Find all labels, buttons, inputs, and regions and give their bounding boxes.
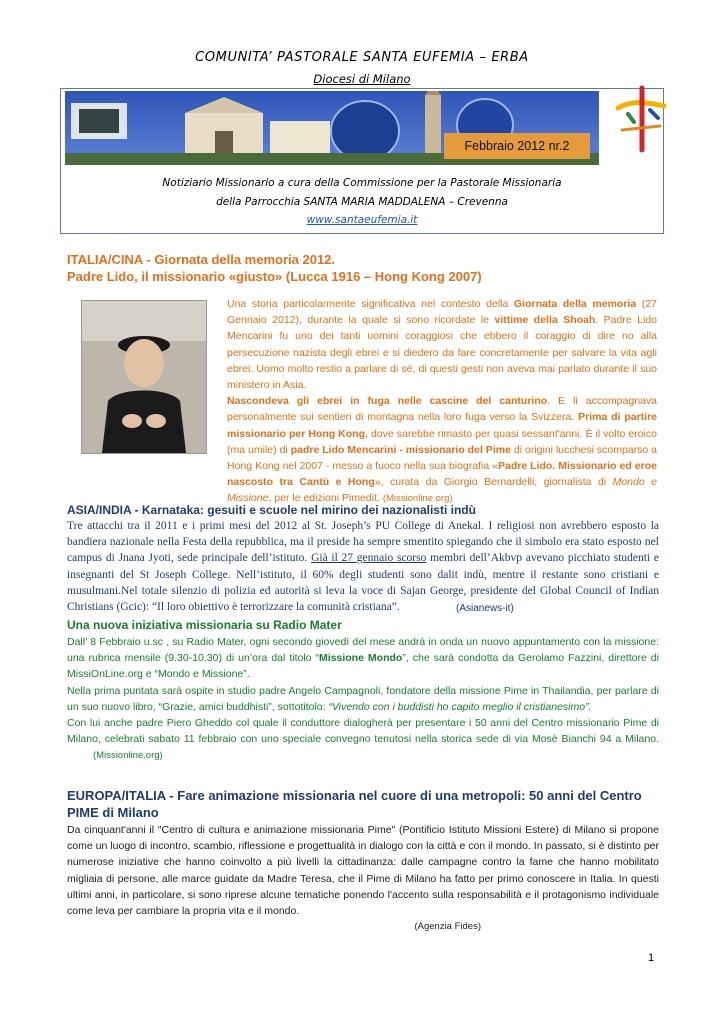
article3-headline: Una nuova iniziativa missionaria su Radio Mater xyxy=(67,618,342,632)
subtitle-line-1: Notiziario Missionario a cura della Commissione per la Pastorale Missionaria xyxy=(162,177,562,189)
page-number: 1 xyxy=(648,952,655,964)
newsletter-title: COMUNITA’ PASTORALE SANTA EUFEMIA – ERBA xyxy=(195,50,529,65)
article4-text: Da cinquant'anni il "Centro di cultura e animazione missionaria Pime" (Pontificio Istituto Missioni Estere) di Milano si propone come un luogo di incontro, scambio, riflessione e progettualità in dialogo con la città e con il mondo. In passato, si è distinto per numerose iniziative che hanno coinvolto a più livelli la cittadinanza: dalle campagne contro la fame che hanno mobilitato migliaia di persone, alle marce guidate da Madre Teresa, che il Pime di Milano ha fatto per primo conoscere in Italia. In questi ultimi anni, in particolare, si sono riprese alcune tematiche ponendo l'accento sulla responsabilità e il protagonismo individuale come leva per cambiare la propria vita e il mondo. (Agenzia Fides) xyxy=(67,822,659,935)
padre-lido-photo xyxy=(81,300,207,454)
article3-source: (Missionline.org) xyxy=(93,750,163,762)
article4-headline: EUROPA/ITALIA - Fare animazione missionaria nel cuore di una metropoli: 50 anni del Centro PIME di Milano xyxy=(67,788,642,820)
article2-text: Tre attacchi tra il 2011 e i primi mesi del 2012 al St. Joseph’s PU College di Anekal. I religiosi non avrebbero esposto la bandiera nazionale nella Festa della repubblica, ma il preside ha sempre smentito spiegando che il simbolo era stato esposto nel campus di Jnana Jyoti, sede principale dell’istituto. Già il 27 gennaio scorso membri dell’Akbvp avevano picchiato studenti e insegnanti del St Joseph College. Nell’istituto, il 60% degli studenti sono dalit indù, mentre il restante sono cristiani e musulmani.Nel totale silenzio di polizia ed autorità si leva la voce di Sajan George, presidente del Global Council of Indian Christians (Gcic): “Il loro obiettivo è terrorizzare la comunità cristiana”. xyxy=(67,520,659,614)
issue-badge: Febbraio 2012 nr.2 xyxy=(444,133,590,159)
article2-headline: ASIA/INDIA - Karnataka: gesuiti e scuole nel mirino dei nazionalisti indù xyxy=(67,503,476,517)
article2-source: (Asianews-it) xyxy=(456,603,514,614)
subtitle-line-2: della Parrocchia SANTA MARIA MADDALENA – Crevenna xyxy=(216,196,508,208)
article3-text: Dall’ 8 Febbraio u.sc , su Radio Mater, ogni secondo giovedì del mese andrà in onda un nuovo appuntamento con la missione: una rubrica mensile (9.30-10.30) di un’ora dal titolo “Missione Mondo”, che sarà condotta da Gerolamo Fazzini, direttore di MissiOnLine.org e “Mondo e Missione”. Nella prima puntata sarà ospite in studio padre Angelo Campagnoli, fondatore della missione Pime in Thailandia, per parlare di un suo nuovo libro, “Grazie, amici buddhisti”, sottotitolo: “Vivendo con i buddisti ho capito meglio il cristianesimo”. Con lui anche padre Piero Gheddo col quale il conduttore dialogherà per presentare i 50 anni del Centro missionario Pime di Milano, celebrati sabato 11 febbraio con uno speciale convegno tenutosi nella storica sede di via Mosè Bianchi 94 a Milano. (Missionline.org) xyxy=(67,636,659,762)
article1-text: Una storia particolarmente significativa nel contesto della Giornata della memoria (27 Gennaio 2012), durante la quale si sono ricordate le vittime della Shoah. Padre Lido Mencarini fu uno dei tanti uomini coraggiosi che ebbero il coraggio di dire no alla persecuzione nazista degli ebrei e si diedero da fare concretamente per salvare la vita agli ebrei. Uomo molto restio a parlare di sé, di questi gesti non aveva mai parlato durante il suo ministero in Asia. Nascondeva gli ebrei in fuga nelle cascine del canturino. E li accompagnava personalmente sui sentieri di montagna nella loro fuga verso la Svizzera. Prima di partire missionario per Hong Kong, dove sarebbe rimasto per quasi sessant'anni. È il volto eroico (ma umile) di padre Lido Mencarini - missionario del Pime di origini lucchesi scomparso a Hong Kong nel 2007 - messo a fuoco nella sua biografia «Padre Lido. Missionario ed eroe nascosto tra Cantù e Hong», curata da Giorgio Bernardelli, giornalista di Mondo e Missione, per le edizioni Pimedit. (Missionline.org) xyxy=(227,298,658,505)
article1-headline-1: ITALIA/CINA - Giornata della memoria 2012. xyxy=(67,252,336,267)
article1-headline-2: Padre Lido, il missionario «giusto» (Lucca 1916 – Hong Kong 2007) xyxy=(67,269,482,284)
parish-logo-icon xyxy=(612,84,672,156)
article4-source: (Agenzia Fides) xyxy=(414,921,481,933)
article1-source: (Missionline.org) xyxy=(382,493,453,505)
diocese-label: Diocesi di Milano xyxy=(313,72,411,86)
website-link[interactable]: www.santaeufemia.it xyxy=(306,214,418,226)
